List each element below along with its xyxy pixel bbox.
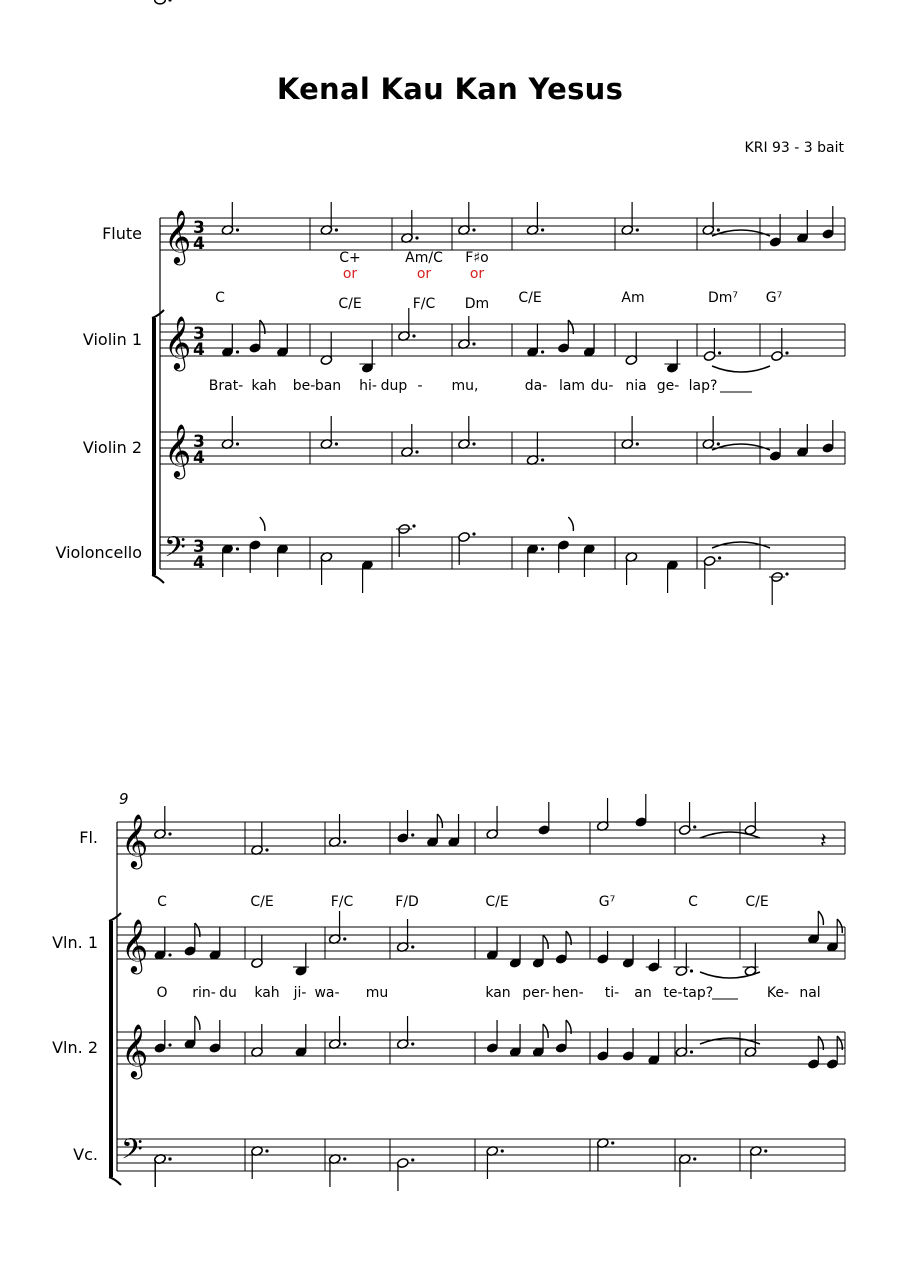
treble-clef-icon: 𝄞 — [164, 315, 192, 369]
augmentation-dot — [718, 351, 721, 354]
chord-symbol: Am — [621, 290, 645, 306]
augmentation-dot — [501, 1149, 504, 1152]
lyric-syllable: ti- — [604, 985, 620, 1001]
augmentation-dot — [411, 1042, 414, 1045]
augmentation-dot — [412, 524, 415, 527]
chord-symbol: F/C — [330, 894, 354, 910]
time-signature-bottom: 4 — [193, 448, 205, 468]
bracket — [152, 318, 156, 575]
lyric-syllable: an — [634, 985, 652, 1001]
augmentation-dot — [335, 442, 338, 445]
lyric-syllable: O — [156, 985, 168, 1001]
lyric-syllable: per- — [522, 985, 550, 1001]
augmentation-dot — [472, 532, 475, 535]
augmentation-dot — [541, 350, 544, 353]
lyric-syllable: kan — [485, 985, 511, 1001]
system-1 — [55, 202, 845, 605]
time-signature-top: 3 — [193, 324, 205, 344]
lyric-syllable: ji- — [293, 985, 307, 1001]
augmentation-dot — [472, 228, 475, 231]
augmentation-dot — [472, 442, 475, 445]
staff-name: Violin 2 — [82, 438, 142, 457]
treble-clef-icon: 𝄞 — [121, 918, 149, 972]
augmentation-dot — [236, 442, 239, 445]
augmentation-dot — [693, 1157, 696, 1160]
chord-symbol: C — [688, 894, 698, 910]
lyric-syllable: lap? — [688, 378, 718, 394]
bracket-hook — [152, 575, 164, 583]
eighth-flag — [195, 1016, 200, 1030]
lyric-syllable: - — [417, 378, 423, 394]
chord-symbol-alt: C+ — [339, 250, 361, 266]
augmentation-dot — [636, 442, 639, 445]
augmentation-dot — [690, 1050, 693, 1053]
tie — [700, 1038, 760, 1044]
lyric-syllable: hi- — [359, 378, 377, 394]
augmentation-dot — [717, 442, 720, 445]
augmentation-dot — [265, 1149, 268, 1152]
lyric-syllable: du — [219, 985, 237, 1001]
augmentation-dot — [785, 351, 788, 354]
chord-symbol: C/E — [745, 894, 769, 910]
bracket — [109, 921, 113, 1177]
chord-symbol-alt: Am/C — [405, 250, 443, 266]
staff-name: Vln. 2 — [52, 1038, 98, 1057]
augmentation-dot — [411, 833, 414, 836]
lyric-syllable: dup — [380, 378, 408, 394]
lyric-syllable: mu, — [451, 378, 479, 394]
tie — [712, 444, 770, 450]
note-head — [155, 0, 166, 4]
eighth-flag — [818, 911, 823, 925]
tie — [712, 230, 770, 236]
lyric-syllable: lam — [558, 378, 586, 394]
score-subtitle: KRI 93 - 3 bait — [744, 140, 844, 156]
bracket-hook — [152, 310, 164, 318]
system-2 — [52, 0, 845, 1191]
augmentation-dot — [412, 334, 415, 337]
augmentation-dot — [636, 228, 639, 231]
lyric-syllable: da- — [524, 378, 548, 394]
bracket-hook — [109, 913, 121, 921]
augmentation-dot — [335, 228, 338, 231]
lyric-syllable: du- — [590, 378, 614, 394]
chord-symbol: F/D — [395, 894, 419, 910]
bass-clef-icon: 𝄢 — [121, 1133, 143, 1173]
augmentation-dot — [168, 953, 171, 956]
augmentation-dot — [236, 228, 239, 231]
lyric-syllable: wa- — [314, 985, 340, 1001]
staff-name: Vln. 1 — [52, 933, 98, 952]
lyric-syllable: be- — [292, 378, 316, 394]
augmentation-dot — [236, 547, 239, 550]
score-title: Kenal Kau Kan Yesus — [276, 72, 624, 106]
staff-name: Violoncello — [55, 543, 142, 562]
time-signature-bottom: 4 — [193, 340, 205, 360]
lyric-syllable: Ke- — [766, 985, 790, 1001]
measure-number: 9 — [119, 790, 129, 808]
chord-symbol: C/E — [485, 894, 509, 910]
chord-symbol: C/E — [518, 290, 542, 306]
lyric-syllable: hen- — [552, 985, 584, 1001]
augmentation-dot — [265, 848, 268, 851]
augmentation-dot — [415, 236, 418, 239]
augmentation-dot — [411, 1158, 414, 1161]
augmentation-dot — [472, 342, 475, 345]
augmentation-dot — [236, 350, 239, 353]
eighth-flag — [437, 814, 442, 828]
augmentation-dot — [764, 1149, 767, 1152]
augmentation-dot — [343, 1157, 346, 1160]
chord-symbol: Dm⁷ — [707, 290, 739, 306]
time-signature-top: 3 — [193, 537, 205, 557]
augmentation-dot — [168, 1157, 171, 1160]
lyric-syllable: kah — [254, 985, 280, 1001]
augmentation-dot — [411, 945, 414, 948]
lyric-syllable: ge- — [656, 378, 680, 394]
lyric-syllable: tap? — [682, 985, 714, 1001]
augmentation-dot — [611, 1141, 614, 1144]
chord-symbol: Dm — [464, 296, 490, 312]
augmentation-dot — [690, 969, 693, 972]
treble-clef-icon: 𝄞 — [164, 209, 192, 263]
eighth-flag — [260, 517, 265, 531]
augmentation-dot — [168, 832, 171, 835]
augmentation-dot — [541, 547, 544, 550]
augmentation-dot — [693, 825, 696, 828]
augmentation-dot — [541, 458, 544, 461]
time-signature-top: 3 — [193, 432, 205, 452]
bass-clef-icon: 𝄢 — [164, 531, 186, 571]
lyric-syllable: Brat- — [208, 378, 244, 394]
staff-name: Flute — [102, 224, 142, 243]
eighth-flag — [837, 919, 842, 933]
bracket-hook — [109, 1177, 121, 1185]
lyric-syllable: te- — [663, 985, 683, 1001]
lyric-syllable: rin- — [192, 985, 216, 1001]
chord-symbol: F/C — [412, 296, 436, 312]
augmentation-dot — [168, 0, 171, 2]
chord-or-label: or — [342, 266, 358, 282]
tie — [712, 366, 770, 372]
time-signature-bottom: 4 — [193, 234, 205, 254]
treble-clef-icon: 𝄞 — [121, 813, 149, 867]
augmentation-dot — [415, 450, 418, 453]
augmentation-dot — [541, 228, 544, 231]
augmentation-dot — [785, 572, 788, 575]
augmentation-dot — [718, 556, 721, 559]
time-signature-bottom: 4 — [193, 553, 205, 573]
chord-symbol: G⁷ — [598, 894, 616, 910]
augmentation-dot — [343, 840, 346, 843]
augmentation-dot — [717, 228, 720, 231]
chord-symbol-alt: F♯o — [465, 250, 489, 266]
chord-symbol: C — [157, 894, 167, 910]
eighth-flag — [543, 1024, 548, 1038]
chord-symbol: C/E — [250, 894, 274, 910]
augmentation-dot — [343, 937, 346, 940]
quarter-rest-icon: 𝄽 — [820, 829, 827, 854]
lyric-syllable: mu — [365, 985, 389, 1001]
augmentation-dot — [343, 1042, 346, 1045]
chord-or-label: or — [416, 266, 432, 282]
augmentation-dot — [168, 1043, 171, 1046]
time-signature-top: 3 — [193, 218, 205, 238]
treble-clef-icon: 𝄞 — [164, 423, 192, 477]
treble-clef-icon: 𝄞 — [121, 1023, 149, 1077]
staff-name: Vc. — [73, 1145, 98, 1164]
eighth-flag — [543, 935, 548, 949]
chord-symbol: G⁷ — [765, 290, 783, 306]
lyric-syllable: ban — [314, 378, 342, 394]
chord-or-label: or — [469, 266, 485, 282]
staff-name: Violin 1 — [82, 330, 142, 349]
chord-symbol: C/E — [338, 296, 362, 312]
lyric-syllable: nia — [625, 378, 647, 394]
lyric-syllable: nal — [799, 985, 821, 1001]
eighth-flag — [568, 517, 573, 531]
lyric-syllable: kah — [251, 378, 277, 394]
chord-symbol: C — [215, 290, 225, 306]
staff-name: Fl. — [79, 828, 98, 847]
